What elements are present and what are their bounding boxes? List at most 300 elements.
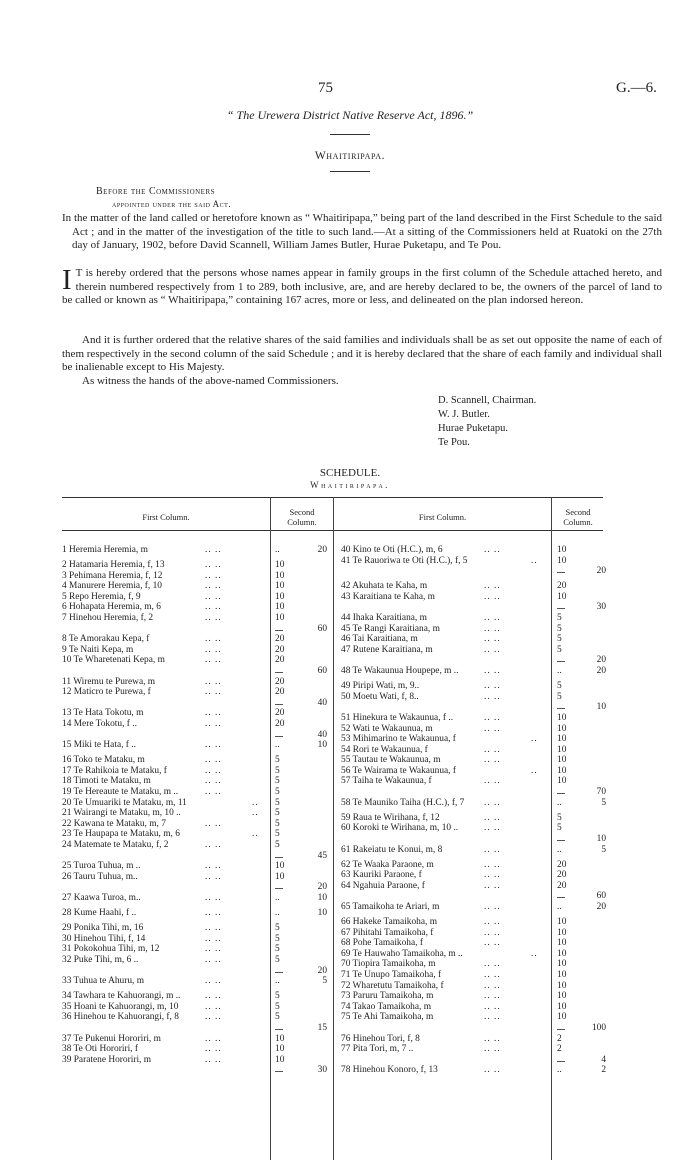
share-value: 10 bbox=[557, 991, 567, 1002]
table-row bbox=[341, 949, 631, 960]
owner-name: 12 Maticro te Purewa, f bbox=[62, 687, 151, 698]
table-row bbox=[62, 776, 352, 787]
share-value: 10 bbox=[557, 555, 567, 566]
subtotal-row bbox=[341, 702, 631, 713]
table-row bbox=[341, 734, 631, 745]
share-value: 5 bbox=[275, 1012, 280, 1023]
table-row bbox=[62, 934, 352, 945]
subtotal-dash bbox=[557, 572, 565, 573]
share-value: 5 bbox=[557, 634, 562, 645]
leader-dots: .. bbox=[252, 808, 259, 819]
share-value: 5 bbox=[275, 818, 280, 829]
owner-name: 20 Te Umuariki te Mataku, m, 11 bbox=[62, 797, 187, 808]
leader-dots: .. .. bbox=[484, 613, 501, 624]
owner-name: 77 Pita Tori, m, 7 .. bbox=[341, 1044, 414, 1055]
leader-dots: .. .. bbox=[484, 712, 501, 723]
table-row bbox=[341, 823, 631, 834]
leader-dots: .. .. bbox=[484, 744, 501, 755]
share-value: 10 bbox=[557, 948, 567, 959]
owner-name: 47 Rutene Karaitiana, m bbox=[341, 644, 433, 655]
appointed-line: appointed under the said Act. bbox=[112, 199, 232, 209]
owner-name: 32 Puke Tihi, m, 6 .. bbox=[62, 954, 139, 965]
table-row bbox=[341, 928, 631, 939]
owner-name: 2 Hatamaria Heremia, f, 13 bbox=[62, 560, 165, 571]
share-value: 10 bbox=[557, 927, 567, 938]
share-value: 20 bbox=[275, 687, 285, 698]
table-row bbox=[62, 755, 352, 766]
table-row bbox=[62, 955, 352, 966]
owner-name: 44 Ihaka Karaitiana, m bbox=[341, 613, 427, 624]
share-value: 5 bbox=[275, 991, 280, 1002]
subtotal-row bbox=[62, 851, 352, 862]
table-row bbox=[62, 908, 352, 919]
table-row bbox=[341, 845, 631, 856]
share-value: 5 bbox=[275, 944, 280, 955]
table-row bbox=[62, 687, 352, 698]
subtotal-row bbox=[341, 787, 631, 798]
owner-name: 67 Pihitahi Tamaikoha, f bbox=[341, 927, 434, 938]
subtotal-value: 10 bbox=[596, 702, 606, 713]
table-row bbox=[341, 776, 631, 787]
subtotal-dash bbox=[557, 661, 565, 662]
leader-dots: .. .. bbox=[205, 1012, 222, 1023]
second-column-header-right bbox=[552, 507, 604, 527]
subtotal-row bbox=[62, 698, 352, 709]
leader-dots: .. .. bbox=[205, 755, 222, 766]
owner-name: 48 Te Wakaunua Houpepe, m .. bbox=[341, 666, 459, 677]
subtotal-value: 60 bbox=[317, 666, 327, 677]
first-column-header-right: First Column. bbox=[418, 512, 467, 522]
share-value: 20 bbox=[275, 708, 285, 719]
owner-name: 66 Hakeke Tamaikoha, m bbox=[341, 917, 438, 928]
leader-dots: .. .. bbox=[484, 623, 501, 634]
owner-name: 54 Rori te Wakaunua, f bbox=[341, 744, 428, 755]
share-value: 5 bbox=[557, 691, 562, 702]
share-value: 10 bbox=[275, 602, 285, 613]
leader-dots: .. .. bbox=[484, 812, 501, 823]
table-row bbox=[341, 1034, 631, 1045]
subtotal-row bbox=[341, 1023, 631, 1034]
share-value: 10 bbox=[557, 545, 567, 555]
leader-dots: .. .. bbox=[484, 980, 501, 991]
series-code: G.—6. bbox=[616, 80, 657, 96]
owner-name: 75 Te Ahi Tamaikoha, m bbox=[341, 1012, 434, 1023]
share-value: 10 bbox=[557, 1012, 567, 1023]
owner-name: 22 Kawana te Mataku, m, 7 bbox=[62, 818, 166, 829]
table-row bbox=[62, 819, 352, 830]
share-value: 10 bbox=[275, 1054, 285, 1065]
table-row bbox=[62, 829, 352, 840]
leader-dots: .. .. bbox=[205, 644, 222, 655]
table-row bbox=[341, 713, 631, 724]
owner-name: 16 Toko te Mataku, m bbox=[62, 755, 145, 766]
table-row bbox=[341, 645, 631, 656]
leader-dots: .. .. bbox=[484, 797, 501, 808]
leader-dots: .. .. bbox=[484, 959, 501, 970]
leader-dots: .. .. bbox=[484, 1044, 501, 1055]
leader-dots: .. .. bbox=[484, 545, 501, 555]
leader-dots: .. .. bbox=[205, 613, 222, 624]
share-value: 5 bbox=[275, 797, 280, 808]
leader-dots: .. bbox=[252, 829, 259, 840]
page-title: Whaitiripapa. bbox=[314, 150, 386, 162]
share-value: 10 bbox=[557, 723, 567, 734]
table-row bbox=[341, 745, 631, 756]
leader-dots: .. .. bbox=[484, 1001, 501, 1012]
table-row bbox=[341, 981, 631, 992]
subtotal-dash bbox=[557, 793, 565, 794]
subtotal-dash bbox=[557, 708, 565, 709]
table-row bbox=[62, 545, 352, 556]
leader-dots: .. .. bbox=[484, 927, 501, 938]
leader-dots: .. .. bbox=[205, 954, 222, 965]
signature-butler: W. J. Butler. bbox=[438, 409, 490, 420]
owner-name: 71 Te Unupo Tamaikoha, f bbox=[341, 970, 442, 981]
table-row bbox=[341, 798, 631, 809]
share-dots: .. bbox=[275, 545, 280, 555]
owner-name: 53 Mihimarino te Wakaunua, f bbox=[341, 734, 456, 745]
leader-dots: .. .. bbox=[205, 871, 222, 882]
leader-dots: .. .. bbox=[484, 1012, 501, 1023]
table-row bbox=[62, 893, 352, 904]
owner-name: 15 Miki te Hata, f .. bbox=[62, 740, 136, 751]
table-row bbox=[341, 545, 631, 556]
leader-dots: .. .. bbox=[205, 591, 222, 602]
leader-dots: .. .. bbox=[484, 691, 501, 702]
share-value: 10 bbox=[557, 765, 567, 776]
owner-name: 11 Wiremu te Purewa, m bbox=[62, 676, 156, 687]
table-row bbox=[62, 602, 352, 613]
owner-name: 42 Akuhata te Kaha, m bbox=[341, 581, 428, 592]
subtotal-row bbox=[62, 1023, 352, 1034]
table-row bbox=[62, 560, 352, 571]
share-value: 10 bbox=[557, 744, 567, 755]
owner-name: 78 Hinehou Konoro, f, 13 bbox=[341, 1065, 438, 1076]
total-value: 5 bbox=[601, 797, 606, 808]
table-row bbox=[341, 766, 631, 777]
leader-dots: .. .. bbox=[205, 708, 222, 719]
subtotal-value: 60 bbox=[596, 891, 606, 902]
subtotal-dash bbox=[275, 1071, 283, 1072]
table-row bbox=[62, 808, 352, 819]
table-row bbox=[341, 902, 631, 913]
leader-dots: .. .. bbox=[205, 602, 222, 613]
leader-dots: .. .. bbox=[205, 840, 222, 851]
share-value: 5 bbox=[557, 823, 562, 834]
leader-dots: .. .. bbox=[205, 818, 222, 829]
table-row bbox=[62, 645, 352, 656]
owner-name: 52 Wati te Wakaunua, m bbox=[341, 723, 433, 734]
leader-dots: .. .. bbox=[205, 765, 222, 776]
share-value: 5 bbox=[557, 623, 562, 634]
subtotal-row bbox=[341, 891, 631, 902]
leader-dots: .. .. bbox=[205, 1054, 222, 1065]
table-row bbox=[62, 655, 352, 666]
divider bbox=[330, 171, 370, 172]
total-value: 20 bbox=[596, 902, 606, 912]
subtotal-dash bbox=[275, 1029, 283, 1030]
share-dots: .. bbox=[557, 844, 562, 855]
share-value: 10 bbox=[557, 755, 567, 766]
share-dots: .. bbox=[275, 908, 280, 919]
leader-dots: .. .. bbox=[484, 902, 501, 912]
share-value: 10 bbox=[275, 560, 285, 571]
owner-name: 8 Te Amorakau Kepa, f bbox=[62, 634, 150, 645]
leader-dots: .. .. bbox=[484, 666, 501, 677]
owner-name: 51 Hinekura te Wakaunua, f .. bbox=[341, 712, 454, 723]
share-value: 5 bbox=[275, 829, 280, 840]
intro-paragraph: In the matter of the land called or heretofore known as “ Whaitiripapa,” being part of the land described in the First Schedule to the said Act ; and in the matter of the investigation of the title to such land.—At a sitting of the Commissioners held at Ruatoki on the 27th day of January, 1902, before David Scannell, William James Butler, Hurae Puketapu, and Te Pou. bbox=[62, 212, 662, 252]
table-row bbox=[341, 724, 631, 735]
share-value: 10 bbox=[557, 591, 567, 602]
order-text: T is hereby ordered that the persons whose names appear in family groups in the first column of the Schedule attached hereto, and therein numbered respectively from 1 to 289, both inclusive, are, and are hereby declared to be, the owners of the parcel of land to be called or known as “ Whaitiripapa,” containing 167 acres, more or less, and delineated on the plan indorsed hereon. bbox=[62, 267, 662, 307]
leader-dots: .. .. bbox=[484, 634, 501, 645]
table-row bbox=[341, 1065, 631, 1076]
subtotal-dash bbox=[275, 704, 283, 705]
divider bbox=[330, 134, 370, 135]
share-value: 5 bbox=[275, 923, 280, 934]
subtotal-value: 20 bbox=[596, 655, 606, 666]
subtotal-dash bbox=[275, 888, 283, 889]
table-row bbox=[62, 840, 352, 851]
subtotal-value: 70 bbox=[596, 787, 606, 798]
owner-name: 10 Te Wharetenati Kepa, m bbox=[62, 655, 165, 666]
table-row bbox=[62, 861, 352, 872]
owner-name: 19 Te Hereaute te Mataku, m .. bbox=[62, 787, 179, 798]
signature-puketapu: Hurae Puketapu. bbox=[438, 423, 508, 434]
table-row bbox=[341, 860, 631, 871]
share-value: 5 bbox=[557, 644, 562, 655]
second-column-header-line1: Second bbox=[289, 507, 315, 517]
share-value: 5 bbox=[557, 613, 562, 624]
owner-name: 29 Ponika Tihi, m, 16 bbox=[62, 923, 144, 934]
share-value: 10 bbox=[557, 917, 567, 928]
leader-dots: .. .. bbox=[205, 1044, 222, 1055]
owner-name: 41 Te Rauoriwa te Oti (H.C.), f, 5 bbox=[341, 555, 468, 566]
leader-dots: .. .. bbox=[484, 1033, 501, 1044]
share-dots: .. bbox=[557, 902, 562, 912]
subtotal-row bbox=[62, 966, 352, 977]
leader-dots: .. .. bbox=[484, 581, 501, 592]
share-dots: .. bbox=[557, 666, 562, 677]
subtotal-value: 40 bbox=[317, 729, 327, 740]
owner-name: 18 Timoti te Mataku, m bbox=[62, 776, 151, 787]
share-value: 10 bbox=[557, 776, 567, 787]
first-column-header: First Column. bbox=[142, 512, 190, 522]
leader-dots: .. .. bbox=[205, 560, 222, 571]
table-row bbox=[341, 881, 631, 892]
subtotal-value: 30 bbox=[317, 1065, 327, 1076]
share-value: 20 bbox=[275, 634, 285, 645]
share-value: 5 bbox=[275, 787, 280, 798]
share-value: 10 bbox=[275, 570, 285, 581]
subtotal-row bbox=[62, 666, 352, 677]
signature-te-pou: Te Pou. bbox=[438, 437, 470, 448]
owner-name: 30 Hinehou Tihi, f, 14 bbox=[62, 933, 146, 944]
leader-dots: .. .. bbox=[484, 723, 501, 734]
table-row bbox=[341, 581, 631, 592]
table-row bbox=[62, 581, 352, 592]
share-value: 10 bbox=[557, 712, 567, 723]
leader-dots: .. .. bbox=[484, 844, 501, 855]
subtotal-dash bbox=[557, 608, 565, 609]
owner-name: 59 Raua te Wirihana, f, 12 bbox=[341, 812, 440, 823]
subtotal-value: 20 bbox=[317, 965, 327, 976]
table-row bbox=[341, 681, 631, 692]
owner-name: 43 Karaitiana te Kaha, m bbox=[341, 591, 435, 602]
subtotal-value: 10 bbox=[596, 833, 606, 844]
subtotal-dash bbox=[557, 1029, 565, 1030]
owner-name: 33 Tuhua te Ahuru, m bbox=[62, 976, 145, 987]
table-row bbox=[62, 719, 352, 730]
leader-dots: .. .. bbox=[205, 933, 222, 944]
leader-dots: .. .. bbox=[205, 991, 222, 1002]
subtotal-dash bbox=[275, 972, 283, 973]
share-dots: .. bbox=[557, 1065, 562, 1076]
table-row bbox=[341, 959, 631, 970]
table-row bbox=[341, 624, 631, 635]
owner-name: 27 Kaawa Turoa, m.. bbox=[62, 893, 141, 903]
table-row bbox=[341, 917, 631, 928]
table-row bbox=[62, 766, 352, 777]
total-value: 10 bbox=[317, 740, 327, 751]
share-value: 10 bbox=[275, 1044, 285, 1055]
share-value: 5 bbox=[275, 1001, 280, 1012]
act-title: “ The Urewera District Native Reserve Act, 1896.” bbox=[226, 108, 474, 122]
leader-dots: .. .. bbox=[484, 755, 501, 766]
share-value: 20 bbox=[557, 870, 567, 881]
owner-name: 39 Paratene Hororiri, m bbox=[62, 1054, 152, 1065]
further-paragraph: And it is further ordered that the relative shares of the said families and individuals shall be as set out opposite the name of each of them respectively in the second column of the said Schedule ; and it is hereby declared that the share of each family and individual shall be inalienable except to His Majesty. bbox=[62, 334, 662, 374]
share-value: 20 bbox=[275, 719, 285, 729]
share-value: 10 bbox=[275, 861, 285, 872]
table-row bbox=[341, 870, 631, 881]
subtotal-value: 45 bbox=[317, 850, 327, 861]
signature-chairman: D. Scannell, Chairman. bbox=[438, 395, 537, 406]
drop-cap: I bbox=[62, 264, 72, 296]
table-row bbox=[62, 740, 352, 751]
share-value: 10 bbox=[557, 959, 567, 970]
table-row bbox=[62, 613, 352, 624]
owner-name: 36 Hinehou te Kahuorangi, f, 8 bbox=[62, 1012, 179, 1023]
leader-dots: .. .. bbox=[205, 655, 222, 666]
table-row bbox=[62, 976, 352, 987]
table-row bbox=[62, 592, 352, 603]
leader-dots: .. bbox=[531, 555, 538, 566]
share-value: 5 bbox=[275, 840, 280, 851]
leader-dots: .. bbox=[252, 797, 259, 808]
leader-dots: .. .. bbox=[484, 644, 501, 655]
owner-name: 60 Koroki te Wirihana, m, 10 .. bbox=[341, 823, 459, 834]
subtotal-dash bbox=[557, 897, 565, 898]
owner-name: 1 Heremia Heremia, m bbox=[62, 545, 148, 555]
leader-dots: .. bbox=[531, 734, 538, 745]
table-row bbox=[62, 1044, 352, 1055]
share-value: 10 bbox=[557, 734, 567, 745]
owner-name: 76 Hinehou Tori, f, 8 bbox=[341, 1033, 420, 1044]
subtotal-row bbox=[341, 1055, 631, 1066]
subtotal-dash bbox=[275, 857, 283, 858]
owner-name: 34 Tawhara te Kahuorangi, m .. bbox=[62, 991, 181, 1002]
table-row bbox=[341, 1044, 631, 1055]
leader-dots: .. .. bbox=[205, 861, 222, 872]
owner-name: 58 Te Mauniko Taiha (H.C.), f, 7 bbox=[341, 797, 465, 808]
leader-dots: .. .. bbox=[484, 859, 501, 870]
owner-name: 64 Ngahuia Paraone, f bbox=[341, 880, 425, 891]
leader-dots: .. .. bbox=[484, 938, 501, 949]
owner-name: 4 Manurere Heremia, f, 10 bbox=[62, 581, 162, 592]
leader-dots: .. .. bbox=[205, 908, 222, 919]
subtotal-value: 20 bbox=[317, 882, 327, 893]
share-value: 5 bbox=[557, 812, 562, 823]
table-row bbox=[341, 938, 631, 949]
owner-name: 68 Pohe Tamaikoha, f bbox=[341, 938, 423, 949]
schedule-title: SCHEDULE. bbox=[319, 467, 381, 479]
leader-dots: .. .. bbox=[484, 991, 501, 1002]
subtotal-value: 15 bbox=[317, 1023, 327, 1034]
share-value: 10 bbox=[557, 938, 567, 949]
table-row bbox=[62, 798, 352, 809]
second-column-header-right-line1: Second bbox=[565, 507, 591, 517]
schedule-subtitle: Whaitiripapa. bbox=[310, 480, 390, 490]
share-value: 5 bbox=[557, 681, 562, 692]
subtotal-dash bbox=[557, 840, 565, 841]
total-value: 20 bbox=[317, 545, 327, 555]
leader-dots: .. .. bbox=[205, 893, 222, 903]
table-row bbox=[341, 970, 631, 981]
table-row bbox=[341, 556, 631, 567]
table-row bbox=[62, 991, 352, 1002]
total-value: 10 bbox=[317, 908, 327, 919]
table-row bbox=[62, 944, 352, 955]
subtotal-row bbox=[62, 882, 352, 893]
share-value: 5 bbox=[275, 808, 280, 819]
share-value: 20 bbox=[557, 880, 567, 891]
table-row bbox=[62, 787, 352, 798]
owner-name: 26 Tauru Tuhua, m.. bbox=[62, 871, 138, 882]
share-value: 10 bbox=[275, 591, 285, 602]
subtotal-row bbox=[341, 834, 631, 845]
share-value: 5 bbox=[275, 776, 280, 787]
leader-dots: .. .. bbox=[484, 823, 501, 834]
owner-name: 55 Tautau te Wakaunua, m bbox=[341, 755, 441, 766]
owner-name: 23 Te Haupapa te Mataku, m, 6 bbox=[62, 829, 180, 840]
table-row bbox=[62, 677, 352, 688]
owner-name: 49 Piripi Wati, m, 9.. bbox=[341, 681, 420, 692]
leader-dots: .. .. bbox=[484, 917, 501, 928]
subtotal-row bbox=[341, 655, 631, 666]
subtotal-value: 40 bbox=[317, 697, 327, 708]
table-row bbox=[341, 813, 631, 824]
leader-dots: .. .. bbox=[205, 976, 222, 987]
share-value: 2 bbox=[557, 1033, 562, 1044]
table-row bbox=[62, 923, 352, 934]
subtotal-dash bbox=[557, 1061, 565, 1062]
leader-dots: .. .. bbox=[205, 1033, 222, 1044]
owner-name: 5 Repo Heremia, f, 9 bbox=[62, 591, 141, 602]
subtotal-row bbox=[62, 1065, 352, 1076]
leader-dots: .. .. bbox=[205, 1001, 222, 1012]
share-dots: .. bbox=[275, 893, 280, 903]
total-value: 5 bbox=[322, 976, 327, 987]
owner-name: 7 Hinehou Heremia, f, 2 bbox=[62, 613, 154, 624]
share-value: 10 bbox=[275, 613, 285, 624]
leader-dots: .. .. bbox=[205, 923, 222, 934]
leader-dots: .. .. bbox=[205, 719, 222, 729]
table-row bbox=[341, 692, 631, 703]
leader-dots: .. .. bbox=[205, 676, 222, 687]
leader-dots: .. .. bbox=[205, 687, 222, 698]
